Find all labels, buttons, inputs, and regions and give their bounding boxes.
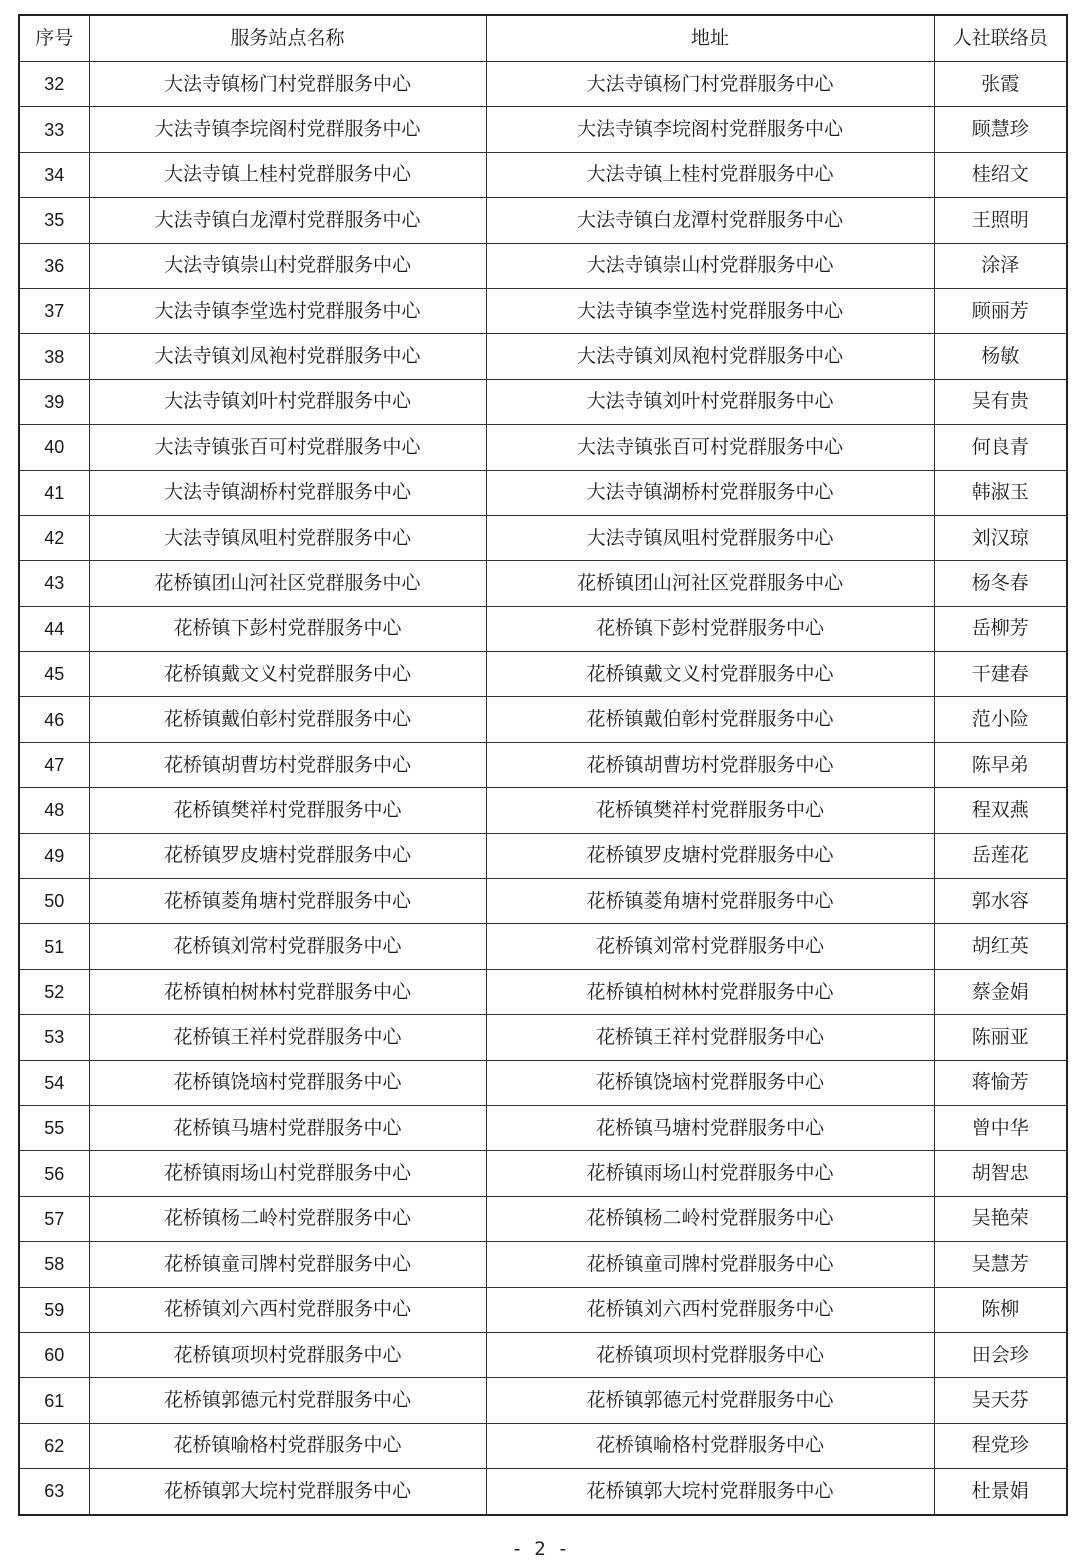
cell-address: 花桥镇胡曹坊村党群服务中心	[486, 742, 934, 787]
cell-address: 大法寺镇湖桥村党群服务中心	[486, 470, 934, 515]
table-row	[19, 470, 1067, 515]
cell-contact: 杨敏	[934, 334, 1067, 379]
cell-address: 花桥镇樊祥村党群服务中心	[486, 788, 934, 833]
cell-station-name: 花桥镇饶垴村党群服务中心	[89, 1060, 486, 1105]
cell-contact: 蒋愉芳	[934, 1060, 1067, 1105]
cell-serial-number: 37	[19, 288, 89, 333]
table-row	[19, 334, 1067, 379]
table-row	[19, 243, 1067, 288]
table-row	[19, 1105, 1067, 1150]
cell-serial-number: 43	[19, 561, 89, 606]
header-station-name: 服务站点名称	[89, 15, 486, 62]
header-serial-number: 序号	[19, 15, 89, 62]
table-row	[19, 924, 1067, 969]
cell-address: 花桥镇罗皮塘村党群服务中心	[486, 833, 934, 878]
table-row	[19, 969, 1067, 1014]
cell-address: 大法寺镇李垸阁村党群服务中心	[486, 107, 934, 152]
table-row	[19, 833, 1067, 878]
cell-serial-number: 34	[19, 152, 89, 197]
cell-serial-number: 36	[19, 243, 89, 288]
cell-station-name: 花桥镇团山河社区党群服务中心	[89, 561, 486, 606]
cell-station-name: 大法寺镇刘叶村党群服务中心	[89, 379, 486, 424]
cell-address: 花桥镇柏树林村党群服务中心	[486, 969, 934, 1014]
header-contact: 人社联络员	[934, 15, 1067, 62]
table-row	[19, 742, 1067, 787]
cell-station-name: 花桥镇樊祥村党群服务中心	[89, 788, 486, 833]
cell-station-name: 花桥镇王祥村党群服务中心	[89, 1015, 486, 1060]
cell-contact: 田会珍	[934, 1332, 1067, 1377]
table-row	[19, 1287, 1067, 1332]
cell-station-name: 大法寺镇刘凤袍村党群服务中心	[89, 334, 486, 379]
cell-serial-number: 50	[19, 879, 89, 924]
header-address: 地址	[486, 15, 934, 62]
cell-contact: 刘汉琼	[934, 515, 1067, 560]
cell-address: 花桥镇饶垴村党群服务中心	[486, 1060, 934, 1105]
cell-contact: 胡智忠	[934, 1151, 1067, 1196]
cell-serial-number: 44	[19, 606, 89, 651]
cell-station-name: 花桥镇郭大垸村党群服务中心	[89, 1469, 486, 1515]
table-row	[19, 515, 1067, 560]
cell-address: 大法寺镇刘凤袍村党群服务中心	[486, 334, 934, 379]
table-row	[19, 788, 1067, 833]
cell-address: 花桥镇戴伯彰村党群服务中心	[486, 697, 934, 742]
cell-station-name: 大法寺镇张百可村党群服务中心	[89, 425, 486, 470]
table-row	[19, 697, 1067, 742]
cell-contact: 王照明	[934, 198, 1067, 243]
cell-contact: 曾中华	[934, 1105, 1067, 1150]
cell-contact: 岳柳芳	[934, 606, 1067, 651]
cell-station-name: 花桥镇下彭村党群服务中心	[89, 606, 486, 651]
cell-serial-number: 42	[19, 515, 89, 560]
table-row	[19, 198, 1067, 243]
cell-station-name: 花桥镇喻格村党群服务中心	[89, 1423, 486, 1468]
table-row	[19, 1196, 1067, 1241]
cell-address: 大法寺镇李堂选村党群服务中心	[486, 288, 934, 333]
cell-contact: 何良青	[934, 425, 1067, 470]
cell-contact: 涂泽	[934, 243, 1067, 288]
cell-address: 大法寺镇杨门村党群服务中心	[486, 62, 934, 107]
cell-contact: 杨冬春	[934, 561, 1067, 606]
cell-serial-number: 62	[19, 1423, 89, 1468]
cell-contact: 郭水容	[934, 879, 1067, 924]
table-row	[19, 379, 1067, 424]
cell-station-name: 花桥镇童司牌村党群服务中心	[89, 1242, 486, 1287]
cell-contact: 吴有贵	[934, 379, 1067, 424]
table-row	[19, 152, 1067, 197]
table-row	[19, 1015, 1067, 1060]
table-row	[19, 879, 1067, 924]
cell-serial-number: 55	[19, 1105, 89, 1150]
cell-contact: 范小险	[934, 697, 1067, 742]
cell-contact: 程双燕	[934, 788, 1067, 833]
table-row	[19, 107, 1067, 152]
table-row	[19, 1469, 1067, 1515]
cell-serial-number: 63	[19, 1469, 89, 1515]
cell-serial-number: 59	[19, 1287, 89, 1332]
cell-serial-number: 54	[19, 1060, 89, 1105]
cell-contact: 岳莲花	[934, 833, 1067, 878]
cell-contact: 吴艳荣	[934, 1196, 1067, 1241]
table-row	[19, 288, 1067, 333]
cell-station-name: 大法寺镇杨门村党群服务中心	[89, 62, 486, 107]
table-row	[19, 1423, 1067, 1468]
cell-contact: 顾丽芳	[934, 288, 1067, 333]
cell-contact: 蔡金娟	[934, 969, 1067, 1014]
cell-address: 花桥镇刘常村党群服务中心	[486, 924, 934, 969]
cell-station-name: 花桥镇菱角塘村党群服务中心	[89, 879, 486, 924]
page-number: - 2 -	[511, 1538, 569, 1560]
cell-address: 花桥镇刘六西村党群服务中心	[486, 1287, 934, 1332]
cell-station-name: 花桥镇雨场山村党群服务中心	[89, 1151, 486, 1196]
cell-address: 花桥镇郭德元村党群服务中心	[486, 1378, 934, 1423]
cell-station-name: 大法寺镇李堂选村党群服务中心	[89, 288, 486, 333]
cell-address: 花桥镇雨场山村党群服务中心	[486, 1151, 934, 1196]
cell-contact: 陈早弟	[934, 742, 1067, 787]
cell-contact: 胡红英	[934, 924, 1067, 969]
cell-serial-number: 39	[19, 379, 89, 424]
cell-address: 大法寺镇张百可村党群服务中心	[486, 425, 934, 470]
service-station-table	[18, 14, 1068, 1516]
table-body	[19, 62, 1067, 1515]
cell-station-name: 花桥镇戴伯彰村党群服务中心	[89, 697, 486, 742]
cell-address: 花桥镇项坝村党群服务中心	[486, 1332, 934, 1377]
cell-serial-number: 45	[19, 652, 89, 697]
cell-serial-number: 33	[19, 107, 89, 152]
cell-station-name: 花桥镇郭德元村党群服务中心	[89, 1378, 486, 1423]
cell-serial-number: 60	[19, 1332, 89, 1377]
cell-serial-number: 32	[19, 62, 89, 107]
cell-serial-number: 51	[19, 924, 89, 969]
table-row	[19, 62, 1067, 107]
table-row	[19, 1378, 1067, 1423]
table-row	[19, 1060, 1067, 1105]
table-row	[19, 1242, 1067, 1287]
cell-serial-number: 58	[19, 1242, 89, 1287]
cell-station-name: 花桥镇罗皮塘村党群服务中心	[89, 833, 486, 878]
cell-station-name: 花桥镇马塘村党群服务中心	[89, 1105, 486, 1150]
cell-contact: 陈柳	[934, 1287, 1067, 1332]
table-row	[19, 425, 1067, 470]
cell-station-name: 花桥镇项坝村党群服务中心	[89, 1332, 486, 1377]
cell-contact: 张霞	[934, 62, 1067, 107]
cell-address: 花桥镇菱角塘村党群服务中心	[486, 879, 934, 924]
cell-serial-number: 52	[19, 969, 89, 1014]
table-row	[19, 1151, 1067, 1196]
cell-serial-number: 57	[19, 1196, 89, 1241]
cell-address: 大法寺镇刘叶村党群服务中心	[486, 379, 934, 424]
cell-contact: 桂绍文	[934, 152, 1067, 197]
cell-contact: 顾慧珍	[934, 107, 1067, 152]
table-header-row	[19, 15, 1067, 62]
cell-contact: 韩淑玉	[934, 470, 1067, 515]
cell-station-name: 大法寺镇湖桥村党群服务中心	[89, 470, 486, 515]
cell-address: 花桥镇下彭村党群服务中心	[486, 606, 934, 651]
cell-station-name: 大法寺镇上桂村党群服务中心	[89, 152, 486, 197]
cell-serial-number: 49	[19, 833, 89, 878]
cell-station-name: 大法寺镇凤咀村党群服务中心	[89, 515, 486, 560]
cell-contact: 吴天芬	[934, 1378, 1067, 1423]
cell-address: 花桥镇喻格村党群服务中心	[486, 1423, 934, 1468]
cell-address: 大法寺镇崇山村党群服务中心	[486, 243, 934, 288]
cell-station-name: 花桥镇杨二岭村党群服务中心	[89, 1196, 486, 1241]
cell-station-name: 花桥镇柏树林村党群服务中心	[89, 969, 486, 1014]
cell-address: 花桥镇童司牌村党群服务中心	[486, 1242, 934, 1287]
cell-station-name: 大法寺镇白龙潭村党群服务中心	[89, 198, 486, 243]
cell-station-name: 大法寺镇崇山村党群服务中心	[89, 243, 486, 288]
cell-station-name: 花桥镇戴文义村党群服务中心	[89, 652, 486, 697]
cell-address: 花桥镇团山河社区党群服务中心	[486, 561, 934, 606]
cell-contact: 陈丽亚	[934, 1015, 1067, 1060]
cell-address: 大法寺镇上桂村党群服务中心	[486, 152, 934, 197]
cell-serial-number: 47	[19, 742, 89, 787]
cell-address: 花桥镇戴文义村党群服务中心	[486, 652, 934, 697]
cell-serial-number: 46	[19, 697, 89, 742]
cell-address: 大法寺镇白龙潭村党群服务中心	[486, 198, 934, 243]
table-row	[19, 561, 1067, 606]
cell-address: 大法寺镇凤咀村党群服务中心	[486, 515, 934, 560]
cell-serial-number: 48	[19, 788, 89, 833]
cell-serial-number: 38	[19, 334, 89, 379]
cell-address: 花桥镇王祥村党群服务中心	[486, 1015, 934, 1060]
cell-serial-number: 61	[19, 1378, 89, 1423]
cell-station-name: 花桥镇刘常村党群服务中心	[89, 924, 486, 969]
table-row	[19, 652, 1067, 697]
table-row	[19, 1332, 1067, 1377]
cell-station-name: 大法寺镇李垸阁村党群服务中心	[89, 107, 486, 152]
cell-serial-number: 56	[19, 1151, 89, 1196]
cell-address: 花桥镇杨二岭村党群服务中心	[486, 1196, 934, 1241]
cell-address: 花桥镇郭大垸村党群服务中心	[486, 1469, 934, 1515]
table-row	[19, 606, 1067, 651]
cell-contact: 杜景娟	[934, 1469, 1067, 1515]
cell-contact: 吴慧芳	[934, 1242, 1067, 1287]
cell-station-name: 花桥镇胡曹坊村党群服务中心	[89, 742, 486, 787]
cell-contact: 干建春	[934, 652, 1067, 697]
cell-address: 花桥镇马塘村党群服务中心	[486, 1105, 934, 1150]
cell-serial-number: 41	[19, 470, 89, 515]
cell-contact: 程党珍	[934, 1423, 1067, 1468]
cell-serial-number: 40	[19, 425, 89, 470]
cell-station-name: 花桥镇刘六西村党群服务中心	[89, 1287, 486, 1332]
cell-serial-number: 35	[19, 198, 89, 243]
cell-serial-number: 53	[19, 1015, 89, 1060]
